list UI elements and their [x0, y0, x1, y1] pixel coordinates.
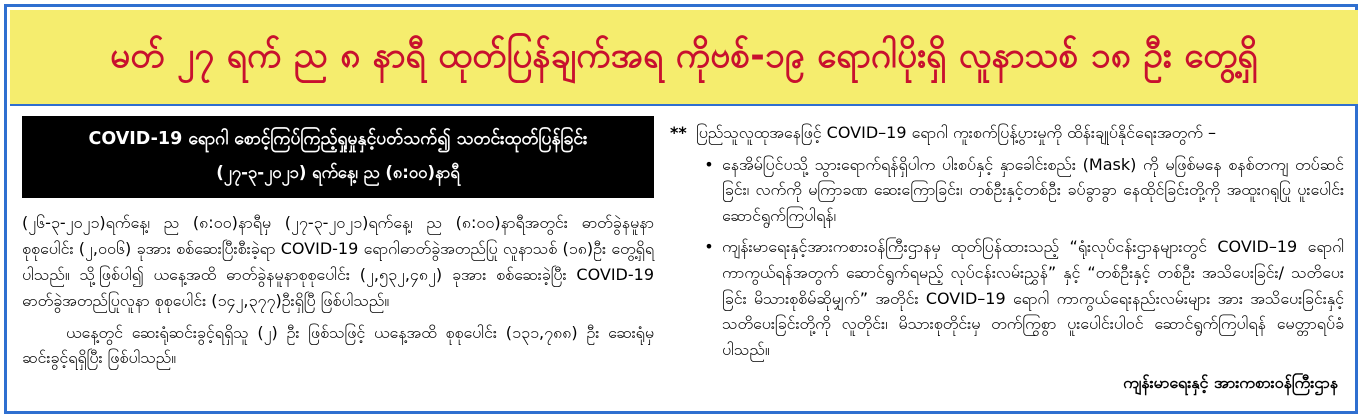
left-column: [10, 108, 664, 411]
list-item: [696, 234, 1344, 362]
press-release-datetime: (၂၇-၃-၂၀၂၁) ရက်နေ့၊ ည (၈:၀၀)နာရီ: [216, 162, 460, 182]
bullet-icon: •: [704, 154, 714, 174]
bullet-icon: •: [704, 237, 714, 257]
list-item: [696, 152, 1344, 229]
document-frame: [4, 4, 1358, 414]
lead-note-text: ပြည်သူလူထုအနေဖြင့် COVID–19 ရောဂါ ကူးစက်ပြန့်ပွားမှုကို ထိန်းချုပ်နိုင်ရေးအတွက် –: [696, 123, 1216, 142]
left-body-text: [22, 210, 654, 371]
body-area: [10, 108, 1358, 411]
headline-banner: [10, 10, 1358, 106]
paragraph-2: ယနေ့တွင် ဆေးရုံဆင်းခွင့်ရရှိသူ (၂) ဦး ဖြစ်သဖြင့် ယနေ့အထိ စုစုပေါင်း (၁၃၁,၇၈၈) ဦး ဆေးရုံမှ ဆင်းခွင့်ရရှိပြီး ဖြစ်ပါသည်။: [22, 322, 654, 368]
double-asterisk-marker: **: [670, 123, 687, 142]
paragraph-1: (၂၆-၃-၂၀၂၁)ရက်နေ့၊ ည (၈:၀၀)နာရီမှ (၂၇-၃-၂၀၂၁)ရက်နေ့၊ ည (၈:၀၀)နာရီအတွင်း ဓာတ်ခွဲနမူနာ စုစုပေါင်း (၂,၀၀၆) ခုအား စစ်ဆေးပြီးစီးခဲ့ရာ COVID-19 ရောဂါဓာတ်ခွဲအတည်ပြု လူနာသစ် (၁၈)ဦး တွေ့ရှိရပါသည်။ သို့ဖြစ်ပါ၍ ယနေ့အထိ ဓာတ်ခွဲနမူနာစုစုပေါင်း (၂,၅၃၂,၄၈၂) ခုအား စစ်ဆေးခဲ့ပြီး COVID-19 ဓာတ်ခွဲအတည်ပြုလူနာ စုစုပေါင်း (၁၄၂,၃၇၇)ဦးရှိပြီ ဖြစ်ပါသည်။: [22, 212, 654, 310]
ministry-signature: ကျန်းမာရေးနှင့် အားကစားဝန်ကြီးဌာန: [1123, 373, 1338, 393]
lead-note-row: [670, 120, 1344, 146]
bullet-text-1: နေအိမ်ပြင်ပသို့ သွားရောက်ရန်ရှိပါက ပါးစပ်နှင့် နှာခေါင်းစည်း (Mask) ကို မဖြစ်မနေ စနစ်တကျ တပ်ဆင်ခြင်း၊ လက်ကို မကြာခဏ ဆေးကြောခြင်း၊ တစ်ဦးနှင့်တစ်ဦး ခပ်ခွာခွာ နေထိုင်ခြင်းတို့ကို အထူးဂရုပြု ပူးပေါင်းဆောင်ရွက်ကြပါရန်၊: [722, 154, 1344, 225]
press-release-title-block: [22, 116, 654, 198]
press-release-title: COVID-19 ရောဂါ စောင့်ကြပ်ကြည့်ရှုမှုနှင့်ပတ်သက်၍ သတင်းထုတ်ပြန်ခြင်း: [88, 129, 588, 149]
headline-text: မတ် ၂၇ ရက် ည ၈ နာရီ ထုတ်ပြန်ချက်အရ ကိုဗစ်-၁၉ ရောဂါပိုးရှိ လူနာသစ် ၁၈ ဦး တွေ့ရှိ: [110, 36, 1258, 77]
right-column: [664, 108, 1358, 411]
bullet-text-2: ကျန်းမာရေးနှင့်အားကစားဝန်ကြီးဌာနမှ ထုတ်ပြန်ထားသည့် “ရုံးလုပ်ငန်းဌာနများတွင် COVID–19 ရောဂါကာကွယ်ရန်အတွက် ဆောင်ရွက်ရမည့် လုပ်ငန်းလမ်းညွှန်” နှင့် “တစ်ဦးနှင့် တစ်ဦး အသိပေးခြင်း/ သတိပေးခြင်း မိသားစုစိမ်ဆိုမျှက်” အတိုင်း COVID–19 ရောဂါ ကာကွယ်ရေးနည်းလမ်းများ အား အသိပေးခြင်းနှင့် သတိပေးခြင်းတို့ကို လူတိုင်း၊ မိသားစုတိုင်းမှ တက်ကြွစွာ ပူးပေါင်းပါဝင် ဆောင်ရွက်ကြပါရန် မေတ္တာရပ်ခံပါသည်။: [722, 237, 1344, 359]
